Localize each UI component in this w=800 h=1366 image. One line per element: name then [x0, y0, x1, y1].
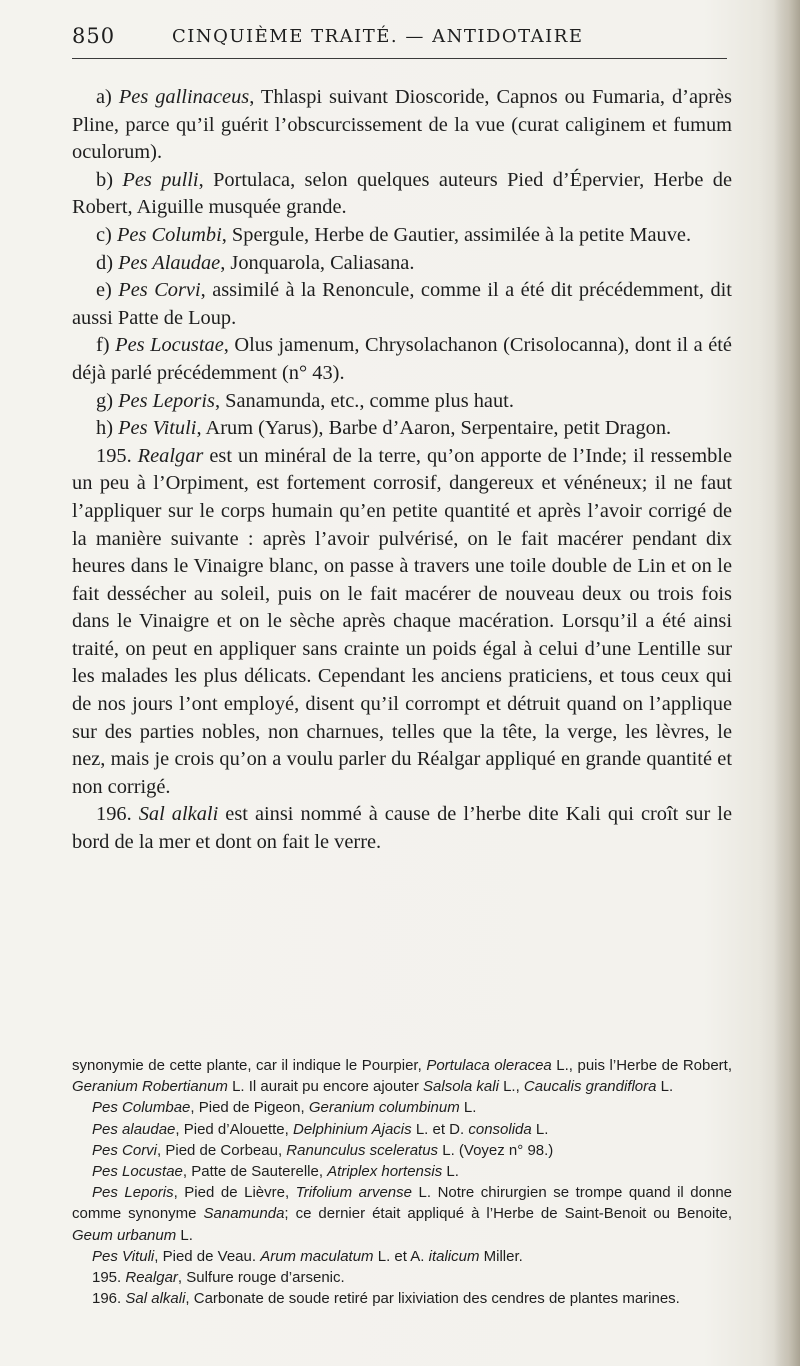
entry-c: c) Pes Columbi, Spergule, Herbe de Gautier, assimilée à la petite Mauve.: [96, 223, 692, 246]
entry-term: Pes Alaudae: [118, 251, 221, 274]
entry-a: a) Pes gallinaceus, Thlaspi suivant Dioscoride, Capnos ou Fumaria, d’après Pline, parce qu’il guérit l’obscurcissement de la vue (curat caliginem et fumum oculorum).: [72, 86, 732, 164]
footnote-continuation: synonymie de cette plante, car il indique le Pourpier, Portulaca oleracea L., puis l’Herbe de Robert, Geranium Robertianum L. Il aurait pu encore ajouter Salsola kali L., Caucalis grandiflora L.: [72, 1057, 733, 1096]
entry-term: Pes Columbi: [116, 223, 222, 246]
main-text: [72, 84, 732, 857]
footnote-leporis: Pes Leporis, Pied de Lièvre, Trifolium arvense L. Notre chirurgien se trompe quand il donne comme synonyme Sanamunda; ce dernier était appliqué à l’Herbe de Saint-Benoit ou Benoite, Geum urbanum L.: [72, 1184, 733, 1244]
running-head: CINQUIÈME TRAITÉ. — ANTIDOTAIRE: [172, 26, 584, 47]
header-rule: [72, 58, 727, 59]
entry-g: g) Pes Leporis, Sanamunda, etc., comme plus haut.: [96, 389, 514, 412]
entry-term: Pes gallinaceus: [118, 86, 250, 108]
footnote-195: 195. Realgar, Sulfure rouge d’arsenic.: [92, 1269, 345, 1287]
page-number: 850: [72, 24, 116, 48]
entry-term: Pes Vituli: [118, 417, 197, 440]
footnote-locustae: Pes Locustae, Patte de Sauterelle, Atriplex hortensis L.: [92, 1163, 459, 1181]
footnote-alaudae: Pes alaudae, Pied d’Alouette, Delphinium Ajacis L. et D. consolida L.: [92, 1120, 549, 1138]
entry-h: h) Pes Vituli, Arum (Yarus), Barbe d’Aaron, Serpentaire, petit Dragon.: [96, 417, 672, 440]
page-edge-shadow: [774, 0, 800, 1366]
footnote-vituli: Pes Vituli, Pied de Veau. Arum maculatum L. et A. italicum Miller.: [92, 1247, 523, 1265]
page-header: [72, 18, 727, 52]
entry-b: b) Pes pulli, Portulaca, selon quelques auteurs Pied d’Épervier, Herbe de Robert, Aiguille musquée grande.: [72, 168, 732, 219]
entry-term: Sal alkali: [138, 803, 219, 826]
entry-term: Pes Corvi: [118, 279, 201, 302]
entry-e: e) Pes Corvi, assimilé à la Renoncule, comme il a été dit précédemment, dit aussi Patte de Loup.: [72, 279, 732, 329]
entry-term: Pes pulli: [122, 168, 199, 191]
footnote-196: 196. Sal alkali, Carbonate de soude retiré par lixiviation des cendres de plantes marines.: [92, 1290, 680, 1308]
footnote-corvi: Pes Corvi, Pied de Corbeau, Ranunculus sceleratus L. (Voyez n° 98.): [92, 1141, 554, 1159]
entry-f: f) Pes Locustae, Olus jamenum, Chrysolachanon (Crisolocanna), dont il a été déjà parlé précédemment (n° 43).: [72, 334, 732, 384]
entry-term: Realgar: [137, 444, 204, 467]
footnote-columbae: Pes Columbae, Pied de Pigeon, Geranium columbinum L.: [92, 1099, 477, 1117]
footnotes: [72, 1055, 732, 1309]
entry-term: Pes Locustae: [115, 334, 224, 357]
entry-term: Pes Leporis: [118, 389, 215, 412]
entry-d: d) Pes Alaudae, Jonquarola, Caliasana.: [96, 251, 415, 274]
paragraph-196: 196. Sal alkali est ainsi nommé à cause de l’herbe dite Kali qui croît sur le bord de la mer et dont on fait le verre.: [72, 803, 733, 854]
paragraph-195: 195. Realgar est un minéral de la terre, qu’on apporte de l’Inde; il ressemble un peu à l’Orpiment, est fortement corrosif, dangereux et vénéneux; il ne faut l’appliquer sur le corps humain qu’en petite quantité et après l’avoir corrigé de la manière suivante : après l’avoir pulvérisé, on le fait macérer pendant dix heures dans le Vinaigre blanc, on passe à travers une toile double de Lin et on le fait dessécher au soleil, puis on le fait macérer de nouveau deux ou trois fois dans le Vinaigre et on le sèche après chaque macération. Lorsqu’il a été ainsi traité, on peut en appliquer sans crainte un poids égal à celui d’une Lentille sur les malades les plus délicats. Cependant les anciens praticiens, et tous ceux qui de nos jours l’ont employé, disent qu’il corrompt et détruit quand on l’applique sur des parties nobles, non charnues, telles que la tête, la verge, les lèvres, le nez, mais je crois qu’on a voulu parler du Réalgar appliqué en grande quantité et non corrigé.: [72, 444, 733, 798]
